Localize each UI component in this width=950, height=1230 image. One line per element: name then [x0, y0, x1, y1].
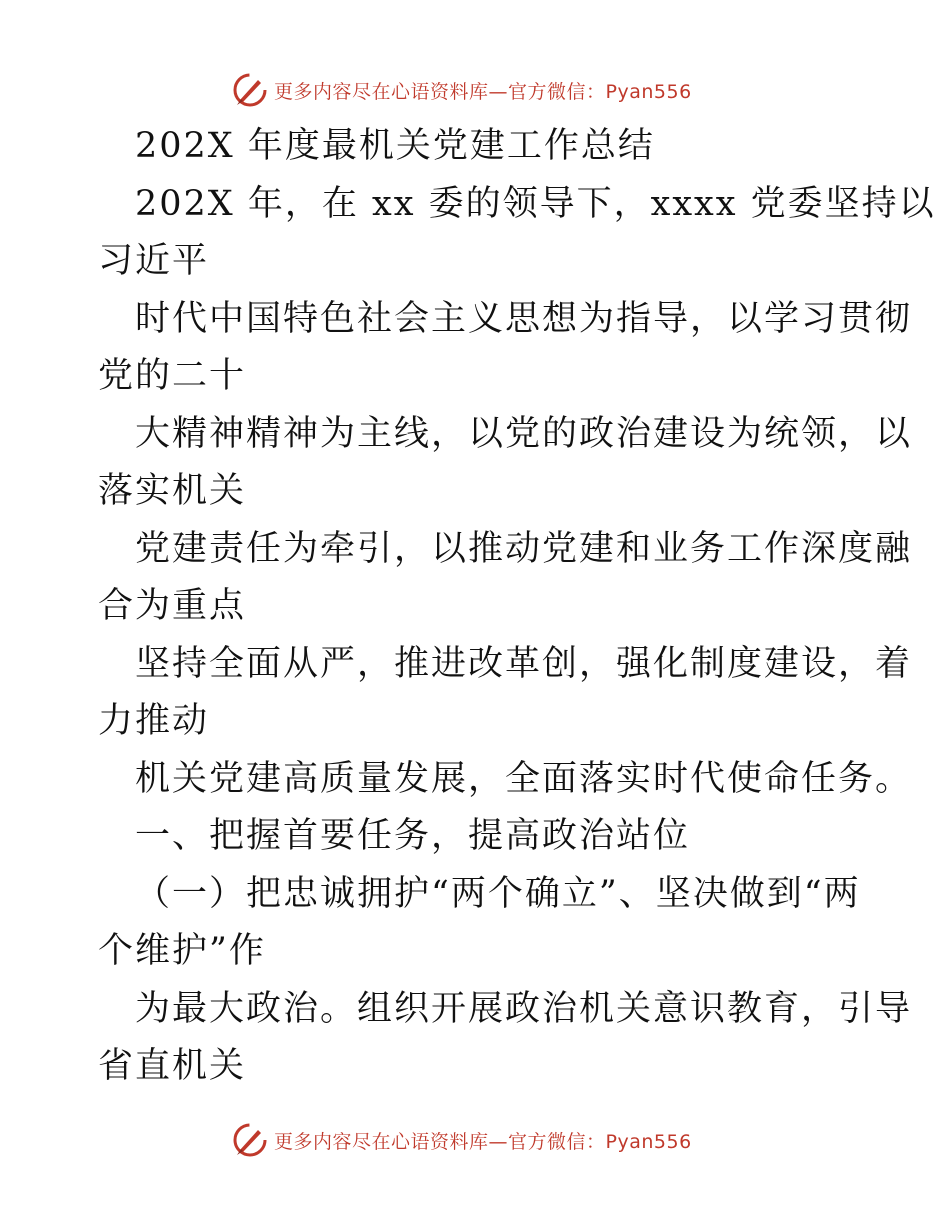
document-body: [98, 118, 936, 1096]
paragraph-line: 个维护”作: [98, 931, 266, 971]
section-heading: 一、把握首要任务，提高政治站位: [135, 816, 691, 856]
paragraph-line: 202X 年，在 xx 委的领导下，xxxx 党委坚持以: [135, 183, 936, 224]
paragraph-line: 省直机关: [98, 1046, 247, 1086]
header-banner-text: 更多内容尽在心语资料库—官方微信：Pyan556: [274, 80, 692, 103]
header-banner: [232, 70, 692, 110]
quill-pen-logo-icon: [232, 1122, 268, 1158]
paragraph-line: 习近平: [98, 241, 210, 281]
paragraph-line: 坚持全面从严，推进改革创，强化制度建设，着: [135, 643, 913, 684]
paragraph-line: 党的二十: [98, 356, 247, 396]
footer-banner: [232, 1120, 692, 1160]
paragraph-line: 党建责任为牵引，以推动党建和业务工作深度融: [135, 528, 913, 569]
document-title: 202X 年度最机关党建工作总结: [135, 126, 655, 166]
paragraph-line: 机关党建高质量发展，全面落实时代使命任务。: [135, 758, 913, 799]
paragraph-line: 为最大政治。组织开展政治机关意识教育，引导: [135, 988, 913, 1029]
quill-pen-logo-icon: [232, 72, 268, 108]
paragraph-line: 合为重点: [98, 586, 247, 626]
paragraph-line: 力推动: [98, 701, 210, 741]
paragraph-line: 时代中国特色社会主义思想为指导，以学习贯彻: [135, 298, 913, 339]
subsection-heading: （一）把忠诚拥护“两个确立”、坚决做到“两: [135, 873, 861, 914]
paragraph-line: 落实机关: [98, 471, 247, 511]
paragraph-line: 大精神精神为主线，以党的政治建设为统领，以: [135, 413, 913, 454]
footer-banner-text: 更多内容尽在心语资料库—官方微信：Pyan556: [274, 1130, 692, 1153]
